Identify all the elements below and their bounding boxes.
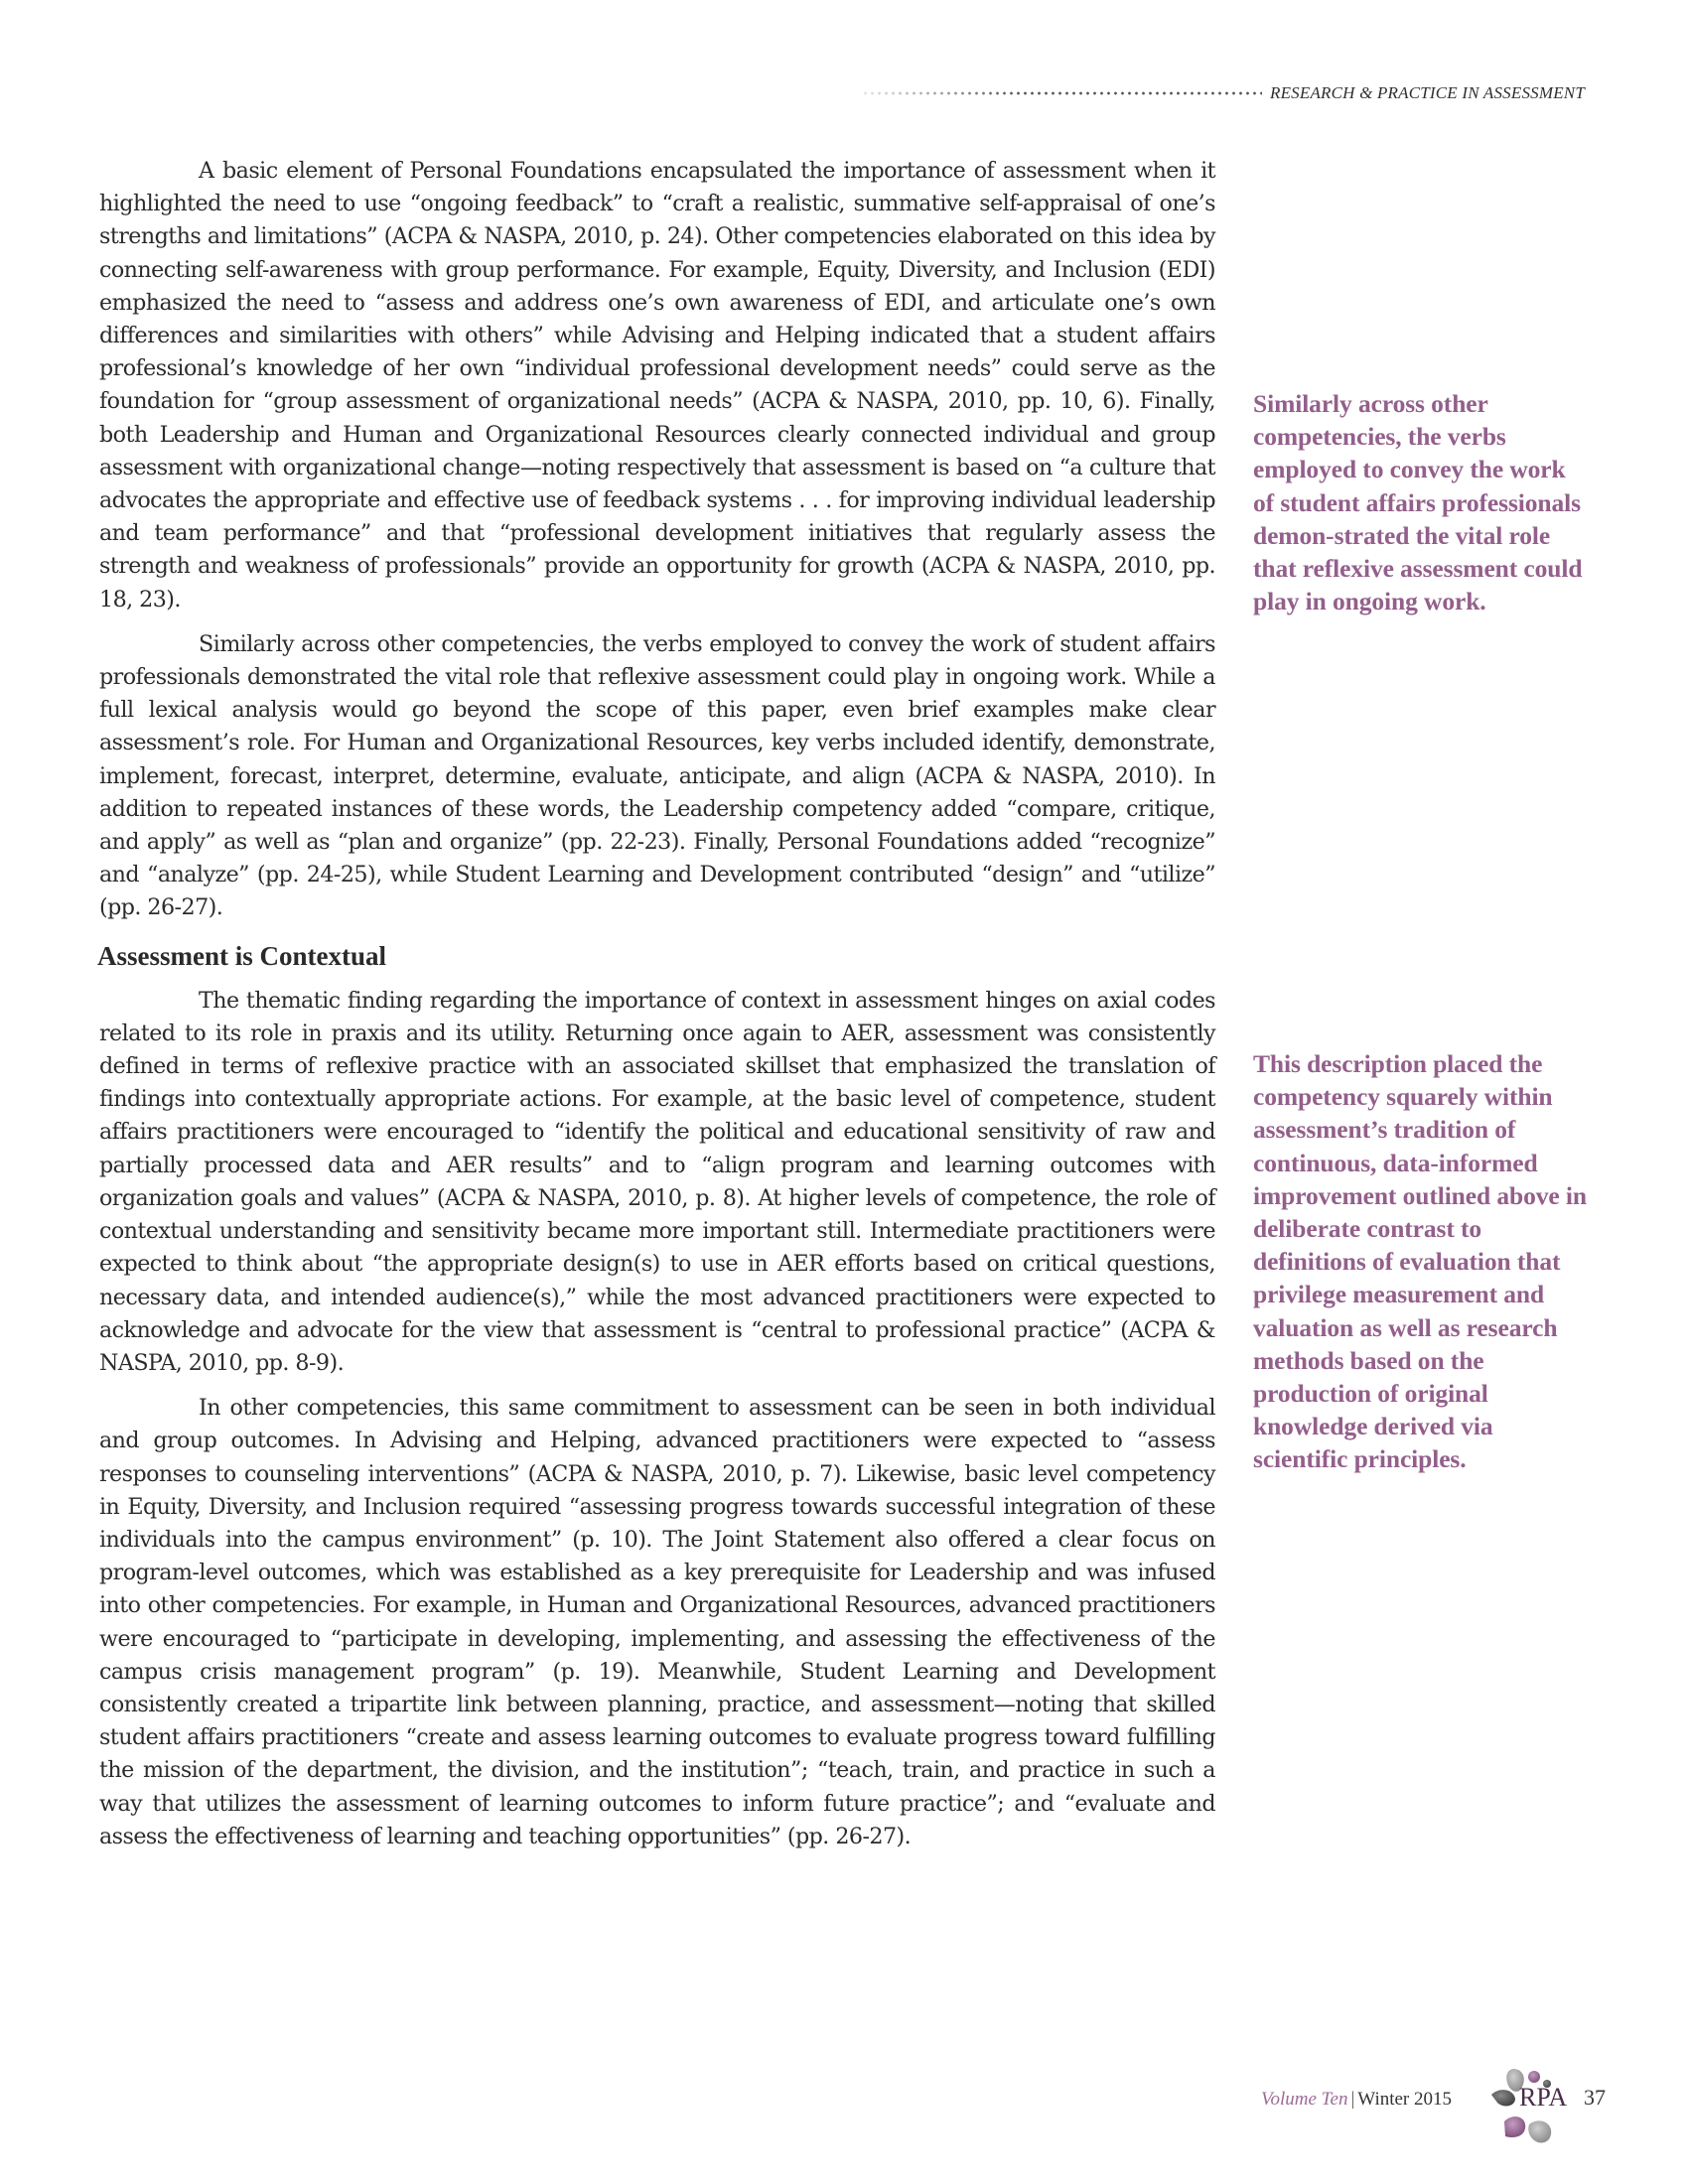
rpa-logo-graphic bbox=[1489, 2067, 1589, 2161]
page-footer bbox=[1192, 2067, 1618, 2166]
dotted-leader bbox=[862, 91, 1262, 95]
journal-title: RESEARCH & PRACTICE IN ASSESSMENT bbox=[1270, 83, 1585, 102]
footer-separator: | bbox=[1350, 2089, 1355, 2110]
issue-label: Winter 2015 bbox=[1357, 2089, 1453, 2110]
volume-label: Volume Ten bbox=[1261, 2089, 1348, 2110]
body-paragraph: Similarly across other competencies, the verbs employed to convey the work of student affairs professionals demonstrated the vital role that reflexive assessment could play in ongoing work. While a full lexical analysis would go beyond the scope of this paper, even brief examples make clear assessment’s role. For Human and Organizational Resources, key verbs included identify, demonstrate, implement, forecast, interpret, determine, evaluate, anticipate, and align (ACPA & NASPA, 2010). In addition to repeated instances of these words, the Leadership competency added “compare, critique, and apply” as well as “plan and organize” (pp. 22-23). Finally, Personal Foundations added “recognize” and “analyze” (pp. 24-25), while Student Learning and Development contributed “design” and “utilize” (pp. 26-27). bbox=[99, 630, 1215, 921]
main-column bbox=[99, 155, 1215, 1865]
pullquote-verbs: Similarly across other competencies, the verbs employed to convey the work of student affairs professionals demon-strated the vital role that reflexive assessment could play in ongoing work. bbox=[1253, 389, 1583, 616]
section-heading: Assessment is Contextual bbox=[97, 940, 387, 971]
issue-info bbox=[1261, 2089, 1452, 2111]
body-paragraph: In other competencies, this same commitment to assessment can be seen in both individual and group outcomes. In Advising and Helping, advanced practitioners were expected to “assess responses to counseling interventions” (ACPA & NASPA, 2010, p. 7). Likewise, basic level competency in Equity, Diversity, and Inclusion required “assessing progress towards successful integration of these individuals into the campus environment” (p. 10). The Joint Statement also offered a clear focus on program-level outcomes, which was established as a key prerequisite for Leadership and was infused into other competencies. For example, in Human and Organizational Resources, advanced practitioners were encouraged to “participate in developing, implementing, and assessing the effectiveness of the campus crisis management program” (p. 19). Meanwhile, Student Learning and Development consistently created a tripartite link between planning, practice, and assessment—noting that skilled student affairs practitioners “create and assess learning outcomes to evaluate progress toward fulfilling the mission of the department, the division, and the institution”; “teach, train, and practice in such a way that utilizes the assessment of learning outcomes to inform future practice”; and “evaluate and assess the effectiveness of learning and teaching opportunities” (pp. 26-27). bbox=[99, 1395, 1215, 1849]
pullquote-description: This description placed the competency squarely within assessment’s tradition of continuous, data-informed improvement outlined above in deliberate contrast to definitions of evaluation that privilege measurement and valuation as well as research methods based on the production of original knowledge derived via scientific principles. bbox=[1253, 1049, 1587, 1474]
rpa-droplet-logo-icon bbox=[1489, 2067, 1589, 2161]
body-paragraph: The thematic finding regarding the importance of context in assessment hinges on axial codes related to its role in praxis and its utility. Returning once again to AER, assessment was consistently defined in terms of reflexive practice with an associated skillset that emphasized the translation of findings into contextually appropriate actions. For example, at the basic level of competence, student affairs practitioners were encouraged to “identify the political and educational sensitivity of raw and partially processed data and AER results” and to “align program and learning outcomes with organization goals and values” (ACPA & NASPA, 2010, p. 8). At higher levels of competence, the role of contextual understanding and sensitivity became more important still. Intermediate practitioners were expected to think about “the appropriate design(s) to use in AER efforts based on critical questions, necessary data, and intended audience(s),” while the most advanced practitioners were expected to acknowledge and advocate for the view that assessment is “central to professional practice” (ACPA & NASPA, 2010, pp. 8-9). bbox=[99, 987, 1215, 1376]
running-head bbox=[862, 81, 1585, 105]
logo-text: RPA bbox=[1519, 2083, 1568, 2112]
page-number: 37 bbox=[1584, 2085, 1606, 2110]
body-paragraph: A basic element of Personal Foundations encapsulated the importance of assessment when it highlighted the need to use “ongoing feedback” to “craft a realistic, summative self-appraisal of one’s strengths and limitations” (ACPA & NASPA, 2010, p. 24). Other competencies elaborated on this idea by connecting self-awareness with group performance. For example, Equity, Diversity, and Inclusion (EDI) emphasized the need to “assess and address one’s own awareness of EDI, and articulate one’s own differences and similarities with others” while Advising and Helping indicated that a student affairs professional’s knowledge of her own “individual professional development needs” could serve as the foundation for “group assessment of organizational needs” (ACPA & NASPA, 2010, pp. 10, 6). Finally, both Leadership and Human and Organizational Resources clearly connected individual and group assessment with organizational change—noting respectively that assessment is based on “a culture that advocates the appropriate and effective use of feedback systems . . . for improving individual leadership and team performance” and that “professional development initiatives that regularly assess the strength and weakness of professionals” provide an opportunity for growth (ACPA & NASPA, 2010, pp. 18, 23). bbox=[99, 158, 1215, 613]
